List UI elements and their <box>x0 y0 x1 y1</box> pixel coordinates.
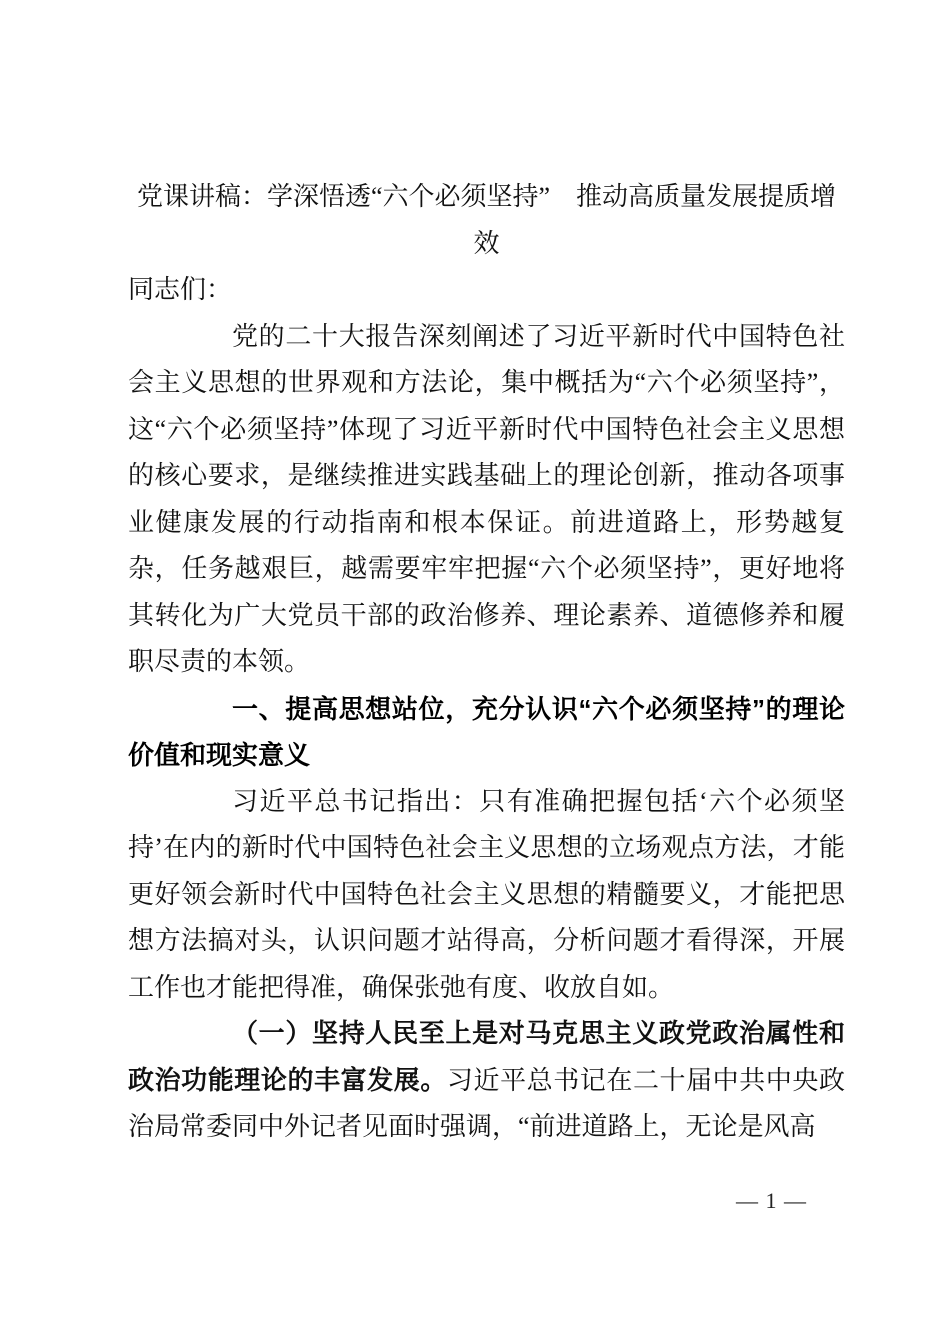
section1-paragraph-1: 习近平总书记指出：只有准确把握包括‘六个必须坚持’在内的新时代中国特色社会主义思想的立场观点方法，才能更好领会新时代中国特色社会主义思想的精髓要义，才能把思想方法搞对头，认识问题才站得高，分析问题才看得深，开展工作也才能把得准，确保张弛有度、收放自如。 <box>128 786 845 1002</box>
document-content <box>128 174 845 1151</box>
intro-paragraph: 党的二十大报告深刻阐述了习近平新时代中国特色社会主义思想的世界观和方法论，集中概括为“六个必须坚持”，这“六个必须坚持”体现了习近平新时代中国特色社会主义思想的核心要求，是继续推进实践基础上的理论创新，推动各项事业健康发展的行动指南和根本保证。前进道路上，形势越复杂，任务越艰巨，越需要牢牢把握“六个必须坚持”，更好地将其转化为广大党员干部的政治修养、理论素养、道德修养和履职尽责的本领。 <box>128 321 845 676</box>
salutation: 同志们： <box>128 275 233 304</box>
section1-item-1-lead: （一）坚持人民至上是对马克思主义政党政治属性和政治功能理论的丰富发展。 <box>128 1019 845 1095</box>
page-number: — 1 — <box>736 1188 807 1213</box>
section-heading-1: 一、提高思想站位，充分认识“六个必须坚持”的理论价值和现实意义 <box>128 693 845 770</box>
document-title <box>128 174 845 267</box>
section1-item-1 <box>128 1011 845 1151</box>
document-title-line-1: 党课讲稿：学深悟透“六个必须坚持” 推动高质量发展提质增 <box>136 182 837 211</box>
section1-item-1-text: 习近平总书记在二十届中共中央政治局常委同中外记者见面时强调，“前进道路上，无论是风高 <box>128 1065 845 1141</box>
document-title-line-2: 效 <box>473 228 500 258</box>
